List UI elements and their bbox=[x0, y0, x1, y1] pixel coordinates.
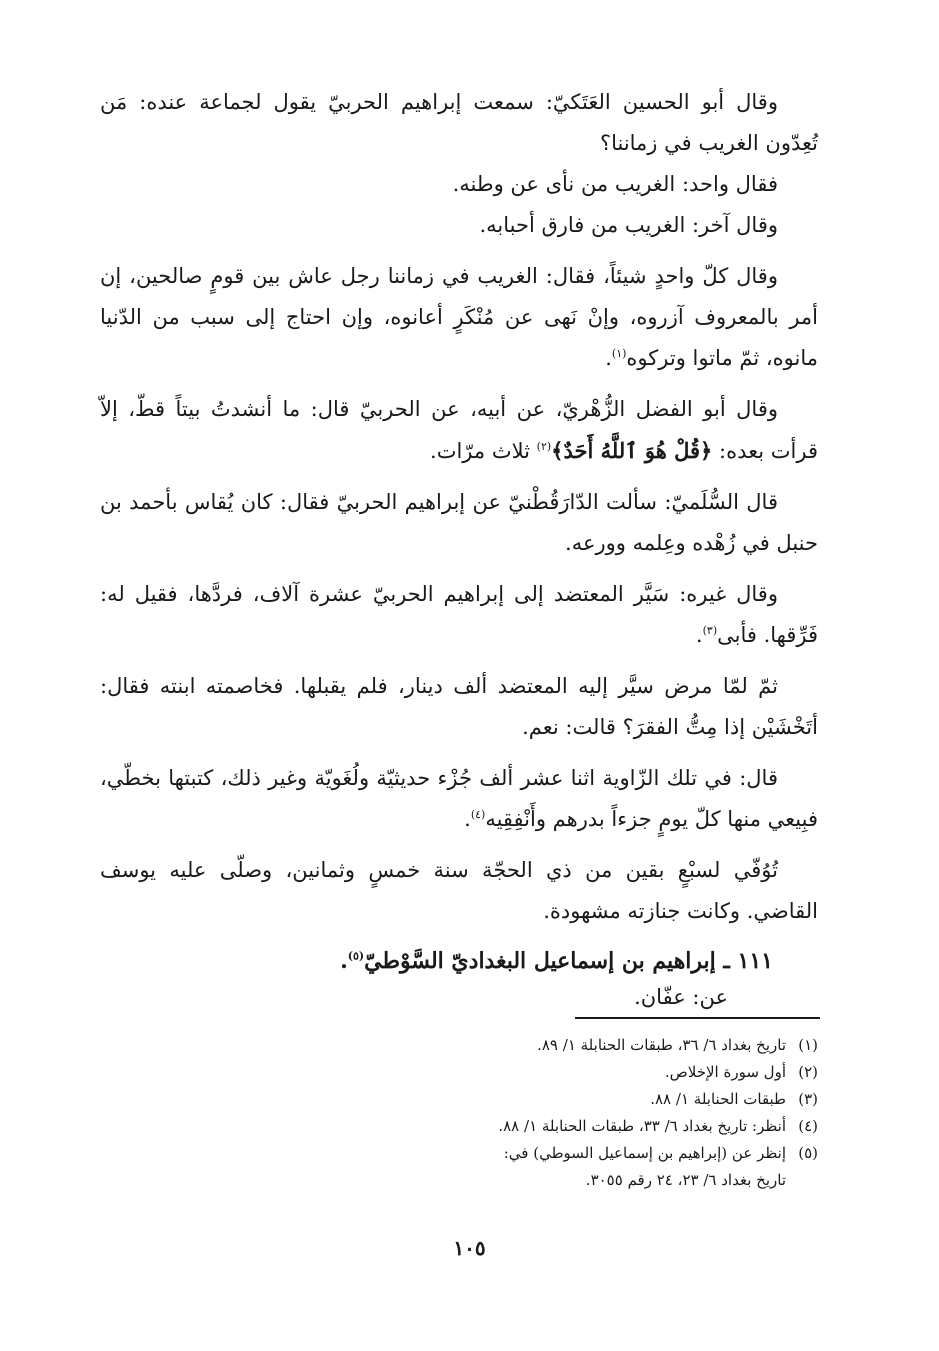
footnote-item bbox=[100, 1113, 818, 1140]
paragraph-sulami bbox=[100, 482, 818, 564]
entry-title-end: . bbox=[340, 948, 348, 974]
paragraph-stranger-definition bbox=[100, 256, 818, 379]
paragraph-illness bbox=[100, 666, 818, 748]
paragraph-death bbox=[100, 850, 818, 932]
paragraph-text: وقال أبو الفضل الزُّهْريّ، عن أبيه، عن الحربيّ قال: ما أنشدتُ بيتاً قطّ، إلاّ قرأت بعده: bbox=[100, 397, 818, 463]
footnote-text: تاريخ بغداد ٦/ ٣٦، طبقات الحنابلة ١/ ٨٩. bbox=[537, 1036, 786, 1054]
paragraph-end: . bbox=[605, 346, 612, 370]
entry-narrated-from: عن: عفّان. bbox=[634, 985, 728, 1009]
footnote-number: (٣) bbox=[798, 1090, 818, 1108]
paragraph-second-answer bbox=[100, 205, 818, 246]
footnote-reference: (٣) bbox=[702, 624, 718, 637]
paragraph-text: وقال غيره: سَيَّر المعتضد إلى إبراهيم الحربيّ عشرة آلاف، فردَّها، فقيل له: فَرِّقها. فأبى bbox=[100, 582, 818, 647]
footnote-continuation: تاريخ بغداد ٦/ ٢٣، ٢٤ رقم ٣٠٥٥. bbox=[585, 1171, 786, 1189]
paragraph-mutadid-gift bbox=[100, 574, 818, 656]
paragraph-text: قال: في تلك الزّاوية اثنا عشر ألف جُزْء حديثيّة ولُغَويّة وغير ذلك، كتبتها بخطّي، فبِيعي منها كلّ يومٍ جزءاً بدرهم وأَنْفِقِيه bbox=[100, 766, 818, 831]
footnote-number: (٢) bbox=[798, 1063, 818, 1081]
footnote-item bbox=[100, 1032, 818, 1059]
footnote-reference: (٤) bbox=[470, 808, 486, 821]
footnote-text: أول سورة الإخلاص. bbox=[664, 1063, 786, 1081]
paragraph-text: وقال آخر: الغريب من فارق أحبابه. bbox=[479, 213, 778, 237]
paragraph-books bbox=[100, 758, 818, 840]
paragraph-text: ثلاث مرّات. bbox=[430, 439, 537, 463]
page-number: ١٠٥ bbox=[453, 1236, 486, 1260]
quran-verse: ﴿قُلْ هُوَ ٱللَّهُ أَحَدٌ﴾ bbox=[551, 438, 713, 463]
footnote-reference: (٥) bbox=[347, 949, 365, 963]
footnote-item bbox=[100, 1140, 818, 1167]
entry-title: ١١١ ـ إبراهيم بن إسماعيل البغداديّ السَّوْطيّ bbox=[364, 948, 773, 974]
paragraph-text: ثمّ لمّا مرض سيَّر إليه المعتضد ألف دينار، فلم يقبلها. فخاصمته ابنته فقال: أتَخْشَيْن إذا مِتُّ الفقرَ؟ قالت: نعم. bbox=[100, 674, 818, 739]
footnote-divider bbox=[575, 1017, 820, 1019]
paragraph-text: قال السُّلَميّ: سألت الدّارَقُطْنيّ عن إبراهيم الحربيّ فقال: كان يُقاس بأحمد بن حنبل في زُهْده وعِلمه وورعه. bbox=[100, 490, 818, 555]
footnotes bbox=[100, 1032, 818, 1194]
footnote-reference: (١) bbox=[611, 347, 627, 360]
footnote-item bbox=[100, 1059, 818, 1086]
footnote-text: إنظر عن (إبراهيم بن إسماعيل السوطي) في: bbox=[503, 1144, 786, 1162]
paragraph-first-answer bbox=[100, 164, 818, 205]
paragraph-text: وقال كلّ واحدٍ شيئاً، فقال: الغريب في زماننا رجل عاش بين قومٍ صالحين، إن أمر بالمعروف آزروه، وإنْ نَهى عن مُنْكَرٍ أعانوه، وإن احتاج إلى سبب من الدّنيا مانوه، ثمّ ماتوا وتركوه bbox=[100, 264, 818, 370]
footnote-number: (٤) bbox=[798, 1117, 818, 1135]
paragraph-text: فقال واحد: الغريب من نأى عن وطنه. bbox=[452, 172, 778, 196]
paragraph-end: . bbox=[464, 807, 471, 831]
footnote-text: أنظر: تاريخ بغداد ٦/ ٣٣، طبقات الحنابلة ١/ ٨٨. bbox=[498, 1117, 786, 1135]
main-text bbox=[100, 82, 818, 1014]
footnote-item bbox=[100, 1086, 818, 1113]
paragraph-zuhri bbox=[100, 389, 818, 472]
footnote-reference: (٢) bbox=[536, 440, 552, 453]
footnote-number: (١) bbox=[798, 1036, 818, 1054]
paragraph-end: . bbox=[695, 623, 703, 647]
entry-heading bbox=[100, 942, 818, 980]
paragraph-atakki bbox=[100, 82, 818, 164]
footnote-text: طبقات الحنابلة ١/ ٨٨. bbox=[650, 1090, 786, 1108]
paragraph-text: تُوُفّي لسبْعٍ بقين من ذي الحجّة سنة خمسٍ وثمانين، وصلّى عليه يوسف القاضي. وكانت جنازته مشهودة. bbox=[100, 858, 818, 923]
footnote-number: (٥) bbox=[798, 1144, 818, 1162]
paragraph-text: وقال أبو الحسين العَتَكيّ: سمعت إبراهيم الحربيّ يقول لجماعة عنده: مَن تُعِدّون الغريب في زماننا؟ bbox=[100, 90, 818, 155]
